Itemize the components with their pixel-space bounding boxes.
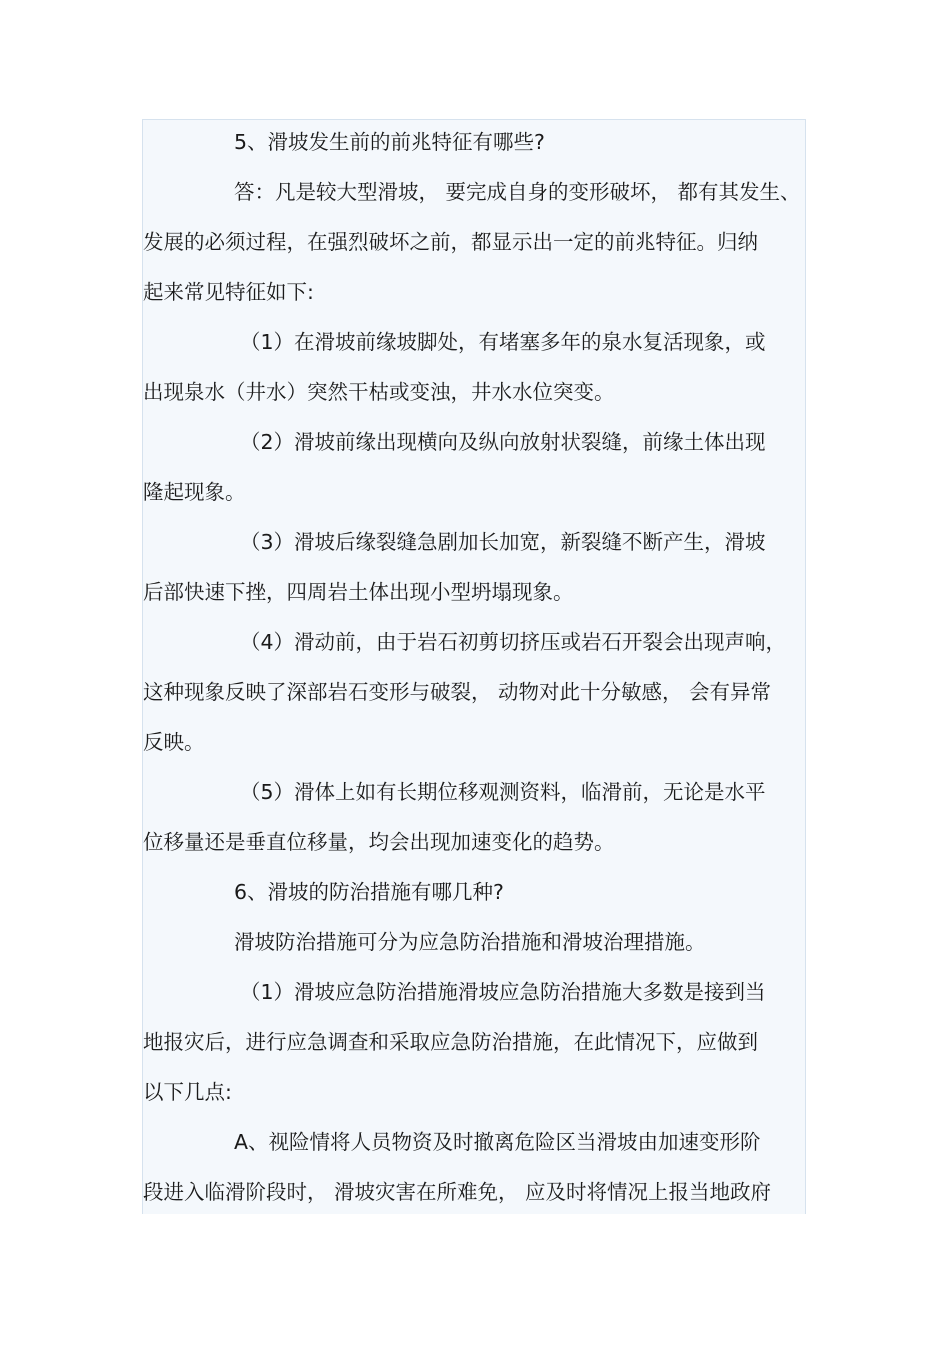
list-item-line: （2）滑坡前缘出现横向及纵向放射状裂缝，前缘土体出现 (240, 430, 766, 454)
list-item-line: A、视险情将人员物资及时撤离危险区当滑坡由加速变形阶 (234, 1130, 761, 1154)
list-item-line: （1）滑坡应急防治措施滑坡应急防治措施大多数是接到当 (240, 980, 766, 1004)
list-item-line: 段进入临滑阶段时， 滑坡灾害在所难免， 应及时将情况上报当地政府 (143, 1180, 772, 1204)
list-item-line: （3）滑坡后缘裂缝急剧加长加宽，新裂缝不断产生，滑坡 (240, 530, 766, 554)
paragraph-line: 起来常见特征如下: (143, 280, 314, 304)
list-item-line: 这种现象反映了深部岩石变形与破裂， 动物对此十分敏感， 会有异常 (143, 680, 772, 704)
list-item-line: 后部快速下挫，四周岩土体出现小型坍塌现象。 (143, 580, 574, 604)
paragraph-line: 发展的必须过程，在强烈破坏之前，都显示出一定的前兆特征。归纳 (143, 230, 758, 254)
list-item-line: 以下几点: (143, 1080, 232, 1104)
list-item-line: 地报灾后，进行应急调查和采取应急防治措施，在此情况下，应做到 (143, 1030, 758, 1054)
paragraph-line: 滑坡防治措施可分为应急防治措施和滑坡治理措施。 (234, 930, 706, 954)
list-item-line: 位移量还是垂直位移量，均会出现加速变化的趋势。 (143, 830, 615, 854)
list-item-line: （1）在滑坡前缘坡脚处，有堵塞多年的泉水复活现象，或 (240, 330, 766, 354)
paragraph-line: 答：凡是较大型滑坡， 要完成自身的变形破坏， 都有其发生、 (234, 180, 801, 204)
list-item-line: 出现泉水（井水）突然干枯或变浊，井水水位突变。 (143, 380, 615, 404)
list-item-line: （5）滑体上如有长期位移观测资料，临滑前，无论是水平 (240, 780, 766, 804)
list-item-line: 隆起现象。 (143, 480, 246, 504)
list-item-line: （4）滑动前，由于岩石初剪切挤压或岩石开裂会出现声响， (240, 630, 787, 654)
document-page (142, 119, 806, 1214)
list-item-line: 反映。 (143, 730, 205, 754)
question-6-heading: 6、滑坡的防治措施有哪几种? (234, 880, 504, 904)
question-5-heading: 5、滑坡发生前的前兆特征有哪些? (234, 130, 545, 154)
